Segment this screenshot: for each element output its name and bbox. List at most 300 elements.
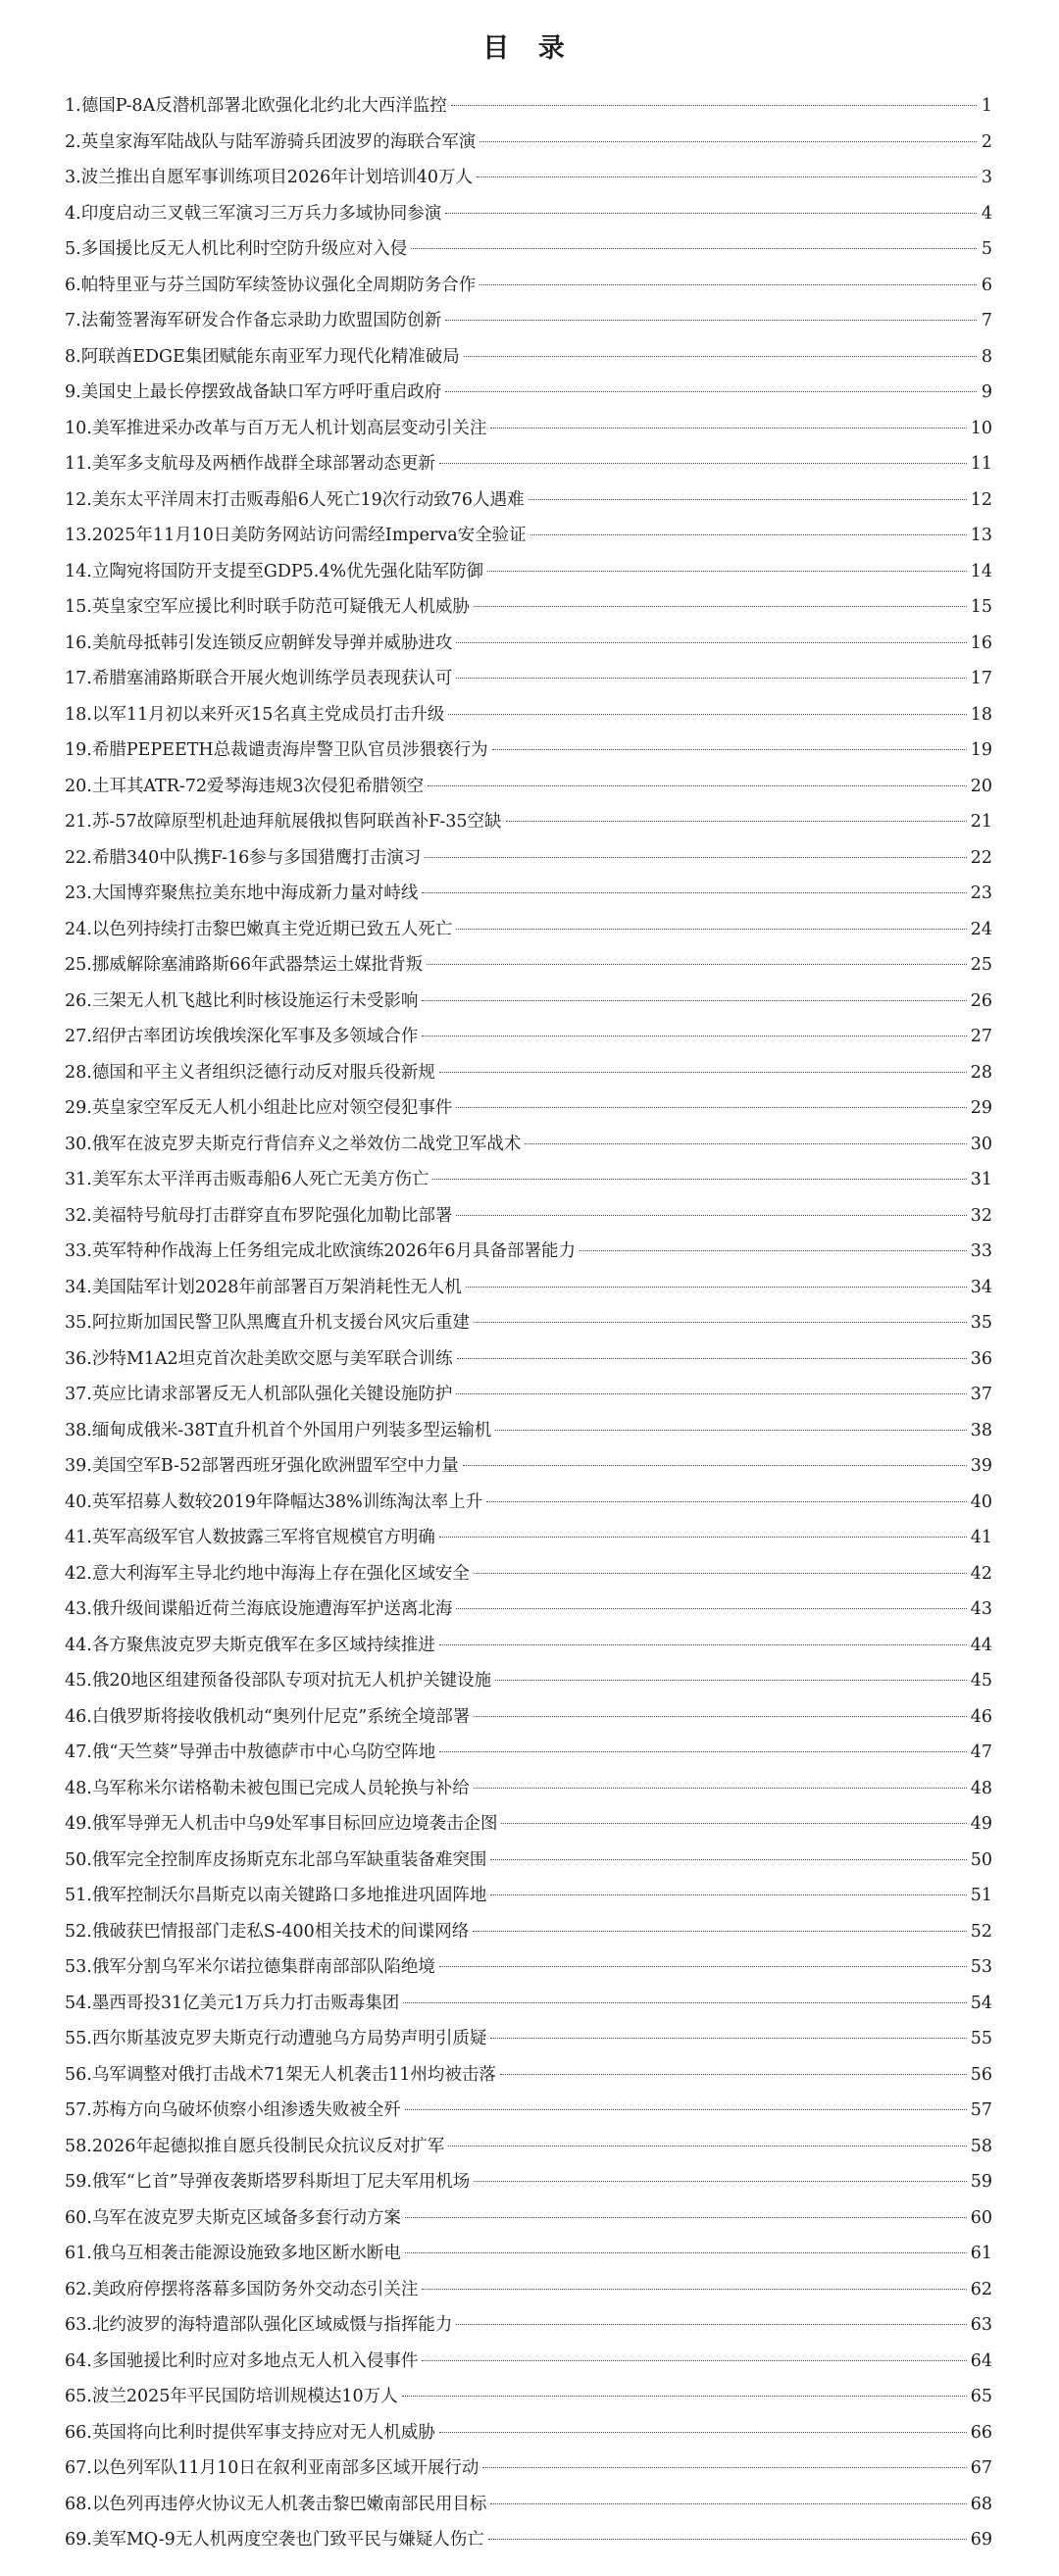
toc-entry-number: 41. (65, 1528, 92, 1547)
toc-entry-number: 38. (65, 1420, 92, 1440)
toc-entry[interactable] (65, 2450, 992, 2487)
toc-dot-leader (525, 1143, 966, 1144)
toc-dot-leader (466, 1287, 967, 1288)
toc-dot-leader (506, 821, 967, 822)
toc-entry-page: 11 (970, 454, 992, 474)
toc-entry-title: 沙特M1A2坦克首次赴美欧交愿与美军联合训练 (91, 1348, 453, 1369)
toc-dot-leader (479, 141, 977, 142)
toc-entry[interactable] (65, 626, 992, 662)
toc-dot-leader (422, 2289, 966, 2290)
toc-dot-leader (451, 105, 977, 106)
toc-entry[interactable] (65, 1448, 992, 1485)
toc-entry-number: 15. (65, 597, 92, 617)
toc-entry[interactable] (65, 1949, 992, 1986)
toc-entry-title: 意大利海军主导北约地中海海上存在强化区域安全 (91, 1563, 470, 1584)
toc-entry[interactable] (65, 1270, 992, 1306)
toc-entry[interactable] (65, 1162, 992, 1198)
toc-dot-leader (456, 1393, 966, 1394)
toc-entry-number: 12. (65, 489, 92, 510)
toc-dot-leader (490, 428, 966, 429)
toc-dot-leader (487, 571, 967, 572)
toc-entry-page: 40 (970, 1491, 992, 1512)
toc-entry-page: 38 (970, 1420, 992, 1440)
toc-entry-page: 57 (970, 2100, 992, 2120)
toc-entry-title: 绍伊古率团访埃俄埃深化军事及多领域合作 (91, 1027, 419, 1046)
toc-entry-title: 以色列军队11月10日在叙利亚南部多区域开展行动 (91, 2458, 479, 2478)
toc-dot-leader (422, 1035, 966, 1036)
toc-dot-leader (474, 1716, 966, 1717)
toc-entry-number: 62. (65, 2279, 92, 2299)
toc-entry-page: 69 (970, 2530, 992, 2550)
toc-dot-leader (490, 1894, 966, 1895)
toc-entry-number: 36. (65, 1348, 92, 1369)
toc-entry[interactable] (65, 661, 992, 697)
toc-entry-page: 60 (970, 2207, 992, 2228)
toc-entry-title: 阿拉斯加国民警卫队黑鹰直升机支援台风灾后重建 (91, 1313, 470, 1333)
toc-entry-number: 33. (65, 1241, 92, 1261)
toc-entry-title: 美政府停摆将落幕多国防务外交动态引关注 (91, 2279, 419, 2299)
toc-entry-title: 美国陆军计划2028年前部署百万架消耗性无人机 (91, 1277, 462, 1297)
toc-dot-leader (495, 1430, 967, 1431)
toc-entry-title: 德国和平主义者组织泛德行动反对服兵役新规 (91, 1062, 435, 1083)
toc-entry[interactable] (65, 2379, 992, 2415)
toc-entry-page: 25 (970, 955, 992, 975)
toc-entry[interactable] (65, 1305, 992, 1341)
toc-entry[interactable] (65, 2164, 992, 2200)
toc-entry-title: 乌军称米尔诺格勒未被包围已完成人员轮换与补给 (91, 1778, 470, 1798)
toc-entry[interactable] (65, 1090, 992, 1127)
toc-dot-leader (492, 749, 967, 750)
toc-entry-number: 14. (65, 561, 92, 581)
toc-entry-page: 35 (970, 1313, 992, 1333)
toc-dot-leader (456, 2324, 966, 2325)
toc-dot-leader (405, 2252, 967, 2253)
toc-entry-page: 2 (981, 131, 992, 152)
toc-entry-title: 2026年起德拟推自愿兵役制民众抗议反对扩军 (91, 2136, 445, 2156)
toc-entry-number: 48. (65, 1778, 92, 1798)
toc-dot-leader (405, 2217, 967, 2218)
toc-entry-title: 俄军“匕首”导弹夜袭斯塔罗科斯坦丁尼夫军用机场 (91, 2172, 471, 2192)
toc-entry-number: 39. (65, 1456, 92, 1476)
toc-dot-leader (445, 213, 977, 214)
toc-entry-title: 俄乌互相袭击能源设施致多地区断水断电 (91, 2244, 401, 2263)
toc-entry-title: 美国空军B-52部署西班牙强化欧洲盟军空中力量 (91, 1456, 459, 1476)
toc-entry-page: 29 (970, 1098, 992, 1118)
toc-dot-leader (425, 857, 966, 858)
toc-entry-page: 6 (981, 275, 992, 295)
toc-entry[interactable] (65, 984, 992, 1020)
toc-entry-page: 1 (981, 96, 992, 116)
toc-entry-number: 58. (65, 2136, 92, 2156)
toc-entry-number: 9. (65, 382, 81, 402)
toc-entry[interactable] (65, 2522, 992, 2558)
toc-entry-number: 65. (65, 2387, 92, 2406)
toc-entry-page: 43 (970, 1599, 992, 1619)
toc-dot-leader (474, 1788, 967, 1789)
toc-entry-title: 俄升级间谍船近荷兰海底设施遭海军护送离北海 (91, 1599, 453, 1619)
toc-entry[interactable] (65, 339, 992, 376)
toc-entry[interactable] (65, 1735, 992, 1771)
toc-entry-page: 45 (970, 1671, 992, 1691)
toc-dot-leader (439, 2432, 967, 2433)
toc-entry[interactable] (65, 1377, 992, 1413)
toc-entry[interactable] (65, 411, 992, 447)
toc-entry-page: 8 (981, 346, 992, 367)
toc-entry-number: 24. (65, 919, 92, 939)
toc-dot-leader (474, 606, 967, 607)
toc-entry-number: 6. (65, 275, 81, 295)
toc-entry[interactable] (65, 804, 992, 840)
toc-entry[interactable] (65, 196, 992, 232)
toc-dot-leader (474, 2181, 966, 2182)
toc-entry[interactable] (65, 1663, 992, 1699)
toc-dot-leader (456, 1215, 966, 1216)
toc-dot-leader (474, 1322, 967, 1323)
toc-entry[interactable] (65, 1019, 992, 1055)
toc-entry-title: 西尔斯基波克罗夫斯克行动遭驰乌方局势声明引质疑 (91, 2029, 487, 2048)
toc-entry-number: 8. (65, 346, 81, 367)
toc-entry-page: 19 (970, 740, 992, 760)
toc-entry-title: 英国将向比利时提供军事支持应对无人机威胁 (91, 2422, 435, 2443)
toc-entry-number: 35. (65, 1313, 92, 1333)
toc-dot-leader (411, 248, 977, 249)
toc-entry-title: 美航母抵韩引发连锁反应朝鲜发导弹并威胁进攻 (91, 632, 453, 653)
toc-entry[interactable] (65, 1843, 992, 1879)
toc-dot-leader (403, 2002, 966, 2003)
toc-entry[interactable] (65, 1127, 992, 1163)
toc-dot-leader (422, 1000, 966, 1001)
toc-entry-page: 54 (970, 1993, 992, 2013)
toc-entry-title: 美东太平洋周末打击贩毒船6人死亡19次行动致76人遇难 (91, 489, 525, 510)
toc-entry-number: 47. (65, 1743, 92, 1762)
toc-entry[interactable] (65, 1556, 992, 1592)
toc-entry[interactable] (65, 446, 992, 482)
toc-entry-page: 20 (970, 776, 992, 796)
toc-entry-number: 43. (65, 1599, 92, 1619)
toc-entry-title: 以色列持续打击黎巴嫩真主党近期已致五人死亡 (91, 919, 453, 939)
toc-entry-title: 美国史上最长停摆致战备缺口军方呼吁重启政府 (80, 382, 442, 402)
toc-entry-title: 帕特里亚与芬兰国防军续签协议强化全周期防务合作 (80, 275, 477, 295)
toc-entry-number: 30. (65, 1134, 92, 1154)
toc-dot-leader (439, 1966, 967, 1967)
toc-entry-page: 32 (970, 1205, 992, 1226)
toc-entry-page: 61 (970, 2244, 992, 2263)
toc-entry[interactable] (65, 1413, 992, 1449)
toc-entry-number: 5. (65, 239, 81, 259)
toc-entry[interactable] (65, 840, 992, 877)
toc-entry[interactable] (65, 947, 992, 984)
toc-entry-page: 58 (970, 2136, 992, 2156)
toc-entry-number: 19. (65, 740, 92, 760)
toc-dot-leader (448, 2146, 966, 2147)
toc-entry-title: 乌军调整对俄打击战术71架无人机袭击11州均被击落 (91, 2064, 496, 2085)
toc-entry-title: 英皇家空军反无人机小组赴比应对领空侵犯事件 (91, 1098, 453, 1118)
toc-entry-title: 俄军导弹无人机击中乌9处军事目标回应边境袭击企图 (91, 1814, 498, 1834)
toc-dot-leader (448, 714, 966, 715)
toc-entry-page: 68 (970, 2494, 992, 2514)
toc-entry-title: 英军招募人数较2019年降幅达38%训练淘汰率上升 (91, 1491, 483, 1512)
toc-entry-page: 52 (970, 1921, 992, 1942)
toc-entry-number: 29. (65, 1098, 92, 1118)
toc-entry-page: 10 (970, 418, 992, 438)
toc-entry[interactable] (65, 554, 992, 590)
toc-entry-title: 法葡签署海军研发合作备忘录助力欧盟国防创新 (80, 311, 442, 330)
toc-entry[interactable] (65, 518, 992, 554)
toc-entry[interactable] (65, 231, 992, 268)
toc-entry[interactable] (65, 1234, 992, 1270)
toc-entry-number: 32. (65, 1205, 92, 1226)
toc-dot-leader (456, 678, 966, 679)
toc-entry-title: 美军推进采办改革与百万无人机计划高层变动引关注 (91, 418, 487, 438)
toc-entry[interactable] (65, 88, 992, 125)
toc-entry[interactable] (65, 303, 992, 339)
toc-dot-leader (488, 2539, 967, 2540)
toc-entry-number: 52. (65, 1921, 92, 1942)
toc-entry-page: 16 (970, 632, 992, 653)
toc-entry[interactable] (65, 1771, 992, 1807)
toc-entry-title: 白俄罗斯将接收俄机动“奥列什尼克”系统全境部署 (91, 1706, 471, 1727)
toc-entry[interactable] (65, 482, 992, 519)
toc-dot-leader (439, 1537, 967, 1538)
toc-dot-leader (422, 892, 966, 893)
toc-entry-page: 48 (970, 1778, 992, 1798)
toc-dot-leader (486, 1501, 966, 1502)
toc-entry-number: 67. (65, 2458, 92, 2478)
toc-entry[interactable] (65, 1986, 992, 2022)
toc-entry[interactable] (65, 876, 992, 912)
toc-entry-page: 64 (970, 2350, 992, 2371)
toc-entry-page: 5 (981, 239, 992, 259)
toc-entry-title: 俄军分割乌军米尔诺拉德集群南部部队陷绝境 (91, 1957, 435, 1977)
toc-entry-page: 4 (981, 203, 992, 224)
toc-entry-title: 希腊塞浦路斯联合开展火炮训练学员表现获认可 (91, 669, 453, 688)
toc-entry-title: 立陶宛将国防开支提至GDP5.4%优先强化陆军防御 (91, 561, 484, 581)
toc-entry-title: 英军高级军官人数披露三军将官规模官方明确 (91, 1528, 435, 1547)
toc-entry-title: 多国驰援比利时应对多地点无人机入侵事件 (91, 2350, 419, 2371)
toc-entry-page: 12 (970, 489, 992, 510)
toc-entry-number: 50. (65, 1849, 92, 1870)
toc-entry[interactable] (65, 1055, 992, 1091)
toc-dot-leader (501, 1823, 966, 1824)
toc-entry[interactable] (65, 1628, 992, 1664)
toc-entry-number: 3. (65, 168, 81, 187)
toc-entry-title: 英军特种作战海上任务组完成北欧演练2026年6月具备部署能力 (91, 1241, 577, 1261)
toc-entry-number: 34. (65, 1277, 92, 1297)
toc-entry-number: 26. (65, 990, 92, 1011)
toc-entry[interactable] (65, 1914, 992, 1950)
toc-entry-title: 俄军完全控制库皮扬斯克东北部乌军缺重装备难突围 (91, 1849, 487, 1870)
toc-entry-title: 英应比请求部署反无人机部队强化关键设施防护 (91, 1385, 453, 1404)
toc-entry[interactable] (65, 2129, 992, 2165)
toc-entry-number: 42. (65, 1563, 92, 1584)
toc-entry-page: 42 (970, 1563, 992, 1584)
toc-entry-title: 美军多支航母及两栖作战群全球部署动态更新 (91, 454, 435, 474)
toc-entry-number: 61. (65, 2244, 92, 2263)
toc-dot-leader (456, 642, 966, 643)
toc-entry-number: 54. (65, 1993, 92, 2013)
toc-entry-title: 北约波罗的海特遣部队强化区域威慑与指挥能力 (91, 2315, 453, 2335)
toc-entry-number: 37. (65, 1385, 92, 1404)
toc-entry-number: 46. (65, 1706, 92, 1727)
toc-entry[interactable] (65, 2307, 992, 2344)
toc-dot-leader (463, 1465, 967, 1466)
toc-entry[interactable] (65, 1341, 992, 1378)
toc-entry-number: 59. (65, 2172, 92, 2192)
toc-entry-page: 37 (970, 1385, 992, 1404)
toc-entry-title: 德国P-8A反潜机部署北欧强化北约北大西洋监控 (80, 96, 447, 116)
toc-entry-title: 苏-57故障原型机赴迪拜航展俄拟售阿联酋补F-35空缺 (91, 812, 502, 832)
toc-entry-title: 印度启动三叉戟三军演习三万兵力多域协同参演 (80, 203, 442, 224)
toc-dot-leader (439, 1072, 967, 1073)
toc-dot-leader (456, 929, 966, 930)
toc-entry-page: 36 (970, 1348, 992, 1369)
toc-dot-leader (445, 320, 977, 321)
toc-entry-page: 30 (970, 1134, 992, 1154)
toc-entry[interactable] (65, 697, 992, 733)
toc-entry-page: 46 (970, 1706, 992, 1727)
toc-entry[interactable] (65, 2344, 992, 2380)
toc-entry[interactable] (65, 375, 992, 411)
toc-dot-leader (479, 284, 977, 285)
toc-entry-number: 21. (65, 812, 92, 832)
toc-entry-page: 18 (970, 704, 992, 725)
toc-entry-page: 3 (981, 168, 992, 187)
toc-entry-page: 66 (970, 2422, 992, 2443)
toc-entry-page: 59 (970, 2172, 992, 2192)
toc-entry-page: 17 (970, 669, 992, 688)
toc-entry[interactable] (65, 2093, 992, 2129)
toc-entry-page: 28 (970, 1062, 992, 1083)
toc-entry-page: 13 (970, 526, 992, 545)
toc-entry-title: 土耳其ATR-72爱琴海违规3次侵犯希腊领空 (91, 776, 425, 796)
toc-entry[interactable] (65, 1198, 992, 1235)
toc-entry-page: 47 (970, 1743, 992, 1762)
toc-entry-number: 64. (65, 2350, 92, 2371)
toc-entry-title: 以色列再违停火协议无人机袭击黎巴嫩南部民用目标 (91, 2494, 487, 2514)
toc-entry[interactable] (65, 1485, 992, 1521)
toc-entry-title: 美军东太平洋再击贩毒船6人死亡无美方伤亡 (91, 1170, 429, 1189)
toc-entry[interactable] (65, 589, 992, 626)
toc-entry[interactable] (65, 2415, 992, 2451)
toc-entry-page: 22 (970, 847, 992, 868)
toc-dot-leader (456, 1107, 966, 1108)
toc-entry[interactable] (65, 160, 992, 196)
toc-dot-leader (445, 391, 977, 392)
toc-entry-number: 23. (65, 884, 92, 903)
toc-entry[interactable] (65, 1878, 992, 1914)
toc-entry-page: 9 (981, 382, 992, 402)
toc-entry-title: 墨西哥投31亿美元1万兵力打击贩毒集团 (91, 1993, 400, 2013)
toc-entry-number: 16. (65, 632, 92, 653)
toc-entry-number: 55. (65, 2029, 92, 2048)
toc-entry-title: 波兰2025年平民国防培训规模达10万人 (91, 2387, 398, 2406)
toc-dot-leader (439, 463, 967, 464)
toc-entry-number: 53. (65, 1957, 92, 1977)
toc-entry-page: 50 (970, 1849, 992, 1870)
toc-entry[interactable] (65, 2057, 992, 2094)
toc-entry-page: 24 (970, 919, 992, 939)
toc-entry-page: 33 (970, 1241, 992, 1261)
toc-entry-page: 7 (981, 311, 992, 330)
toc-dot-leader (490, 1859, 966, 1860)
toc-entry-title: 美军MQ-9无人机两度空袭也门致平民与嫌疑人伤亡 (91, 2530, 484, 2550)
toc-entry-number: 40. (65, 1491, 92, 1512)
toc-entry-number: 25. (65, 955, 92, 975)
toc-entry-title: 乌军在波克罗夫斯克区域备多套行动方案 (91, 2207, 401, 2228)
toc-dot-leader (580, 1250, 967, 1251)
toc-dot-leader (439, 1751, 966, 1752)
toc-entry-page: 67 (970, 2458, 992, 2478)
toc-entry[interactable] (65, 1806, 992, 1843)
toc-dot-leader (428, 785, 967, 786)
toc-entry[interactable] (65, 769, 992, 805)
toc-dot-leader (439, 1644, 967, 1645)
toc-entry-page: 39 (970, 1456, 992, 1476)
toc-dot-leader (495, 1680, 967, 1681)
toc-entry-title: 2025年11月10日美防务网站访问需经Imperva安全验证 (91, 526, 527, 545)
toc-dot-leader (529, 499, 967, 500)
toc-entry-number: 20. (65, 776, 92, 796)
toc-entry[interactable] (65, 912, 992, 948)
toc-entry-number: 66. (65, 2422, 92, 2443)
toc-entry-page: 56 (970, 2064, 992, 2085)
toc-entry-number: 57. (65, 2100, 92, 2120)
toc-entry-number: 10. (65, 418, 92, 438)
toc-dot-leader (530, 534, 967, 535)
toc-entry-page: 63 (970, 2315, 992, 2335)
toc-entry-number: 27. (65, 1027, 92, 1046)
toc-entry[interactable] (65, 732, 992, 769)
toc-entry[interactable] (65, 1591, 992, 1628)
toc-dot-leader (500, 2074, 967, 2075)
toc-entry-page: 65 (970, 2387, 992, 2406)
toc-list (65, 88, 992, 2558)
toc-entry-page: 44 (970, 1635, 992, 1655)
toc-entry[interactable] (65, 1699, 992, 1736)
toc-entry[interactable] (65, 2487, 992, 2523)
toc-entry-number: 22. (65, 847, 92, 868)
toc-entry[interactable] (65, 2272, 992, 2308)
toc-dot-leader (474, 1573, 967, 1574)
toc-entry-number: 28. (65, 1062, 92, 1083)
toc-entry[interactable] (65, 2200, 992, 2237)
toc-entry-title: 俄“天竺葵”导弹击中敖德萨市中心乌防空阵地 (91, 1743, 436, 1762)
toc-entry-title: 俄军控制沃尔昌斯克以南关键路口多地推进巩固阵地 (91, 1886, 487, 1905)
toc-entry-number: 69. (65, 2530, 92, 2550)
toc-entry-number: 68. (65, 2494, 92, 2514)
toc-dot-leader (405, 2109, 967, 2110)
toc-entry-page: 27 (970, 1027, 992, 1046)
toc-entry[interactable] (65, 2236, 992, 2272)
toc-entry-number: 45. (65, 1671, 92, 1691)
toc-entry[interactable] (65, 1520, 992, 1556)
toc-entry-page: 14 (970, 561, 992, 581)
toc-entry-page: 21 (970, 812, 992, 832)
toc-entry-page: 55 (970, 2029, 992, 2048)
toc-dot-leader (422, 2360, 966, 2361)
toc-entry-number: 2. (65, 131, 81, 152)
toc-dot-leader (427, 964, 967, 965)
toc-entry-number: 11. (65, 454, 92, 474)
toc-dot-leader (457, 1358, 967, 1359)
toc-entry[interactable] (65, 125, 992, 161)
toc-entry-number: 31. (65, 1170, 92, 1189)
toc-entry[interactable] (65, 268, 992, 304)
toc-dot-leader (490, 2038, 966, 2039)
toc-entry-number: 56. (65, 2064, 92, 2085)
toc-entry[interactable] (65, 2021, 992, 2057)
toc-dot-leader (464, 356, 977, 357)
